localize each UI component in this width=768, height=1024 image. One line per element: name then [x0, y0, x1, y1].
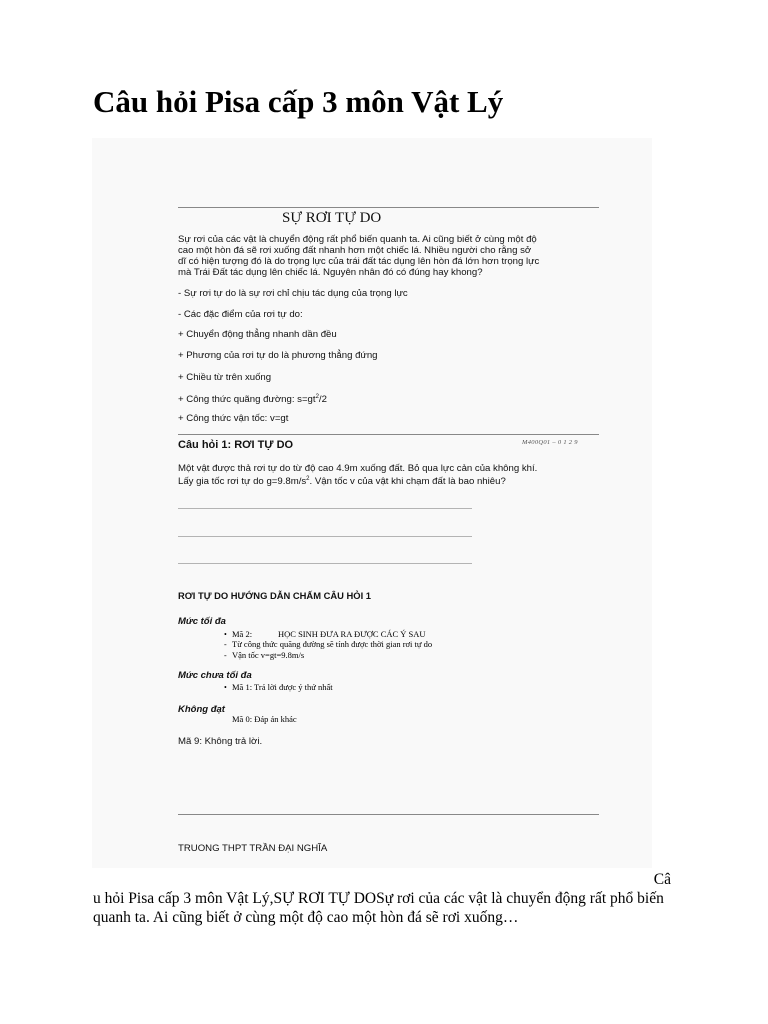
- fact-item: + Chuyển động thẳng nhanh dần đều: [178, 329, 337, 340]
- partial-score-item: [224, 682, 333, 692]
- fact-item: + Phương của rơi tự do là phương thẳng đứng: [178, 350, 378, 361]
- document-heading: SỰ RƠI TỰ DO: [282, 210, 382, 226]
- intro-line: mà Trái Đất tác dụng lên chiếc lá. Nguyên nhân đó có đúng hay khong?: [178, 267, 483, 278]
- formula-distance-text: + Công thức quãng đường: s=gt: [178, 394, 316, 406]
- question-code: M400Q01 – 0 1 2 9: [522, 439, 578, 446]
- top-divider: [178, 207, 599, 208]
- answer-line: ...................................................................................................................................................: [178, 530, 472, 539]
- max-sub-item: [224, 639, 432, 649]
- document-footer: TRUONG THPT TRẦN ĐẠI NGHĨA: [178, 843, 328, 854]
- formula-distance-suffix: /2: [318, 394, 327, 406]
- caption-rest: u hỏi Pisa cấp 3 môn Vật Lý,SỰ RƠI TỰ DOSự rơi của các vật là chuyển động rất phổ biến quanh ta. Ai cũng biết ở cùng một độ cao một hòn đá sẽ rơi xuống…: [93, 890, 664, 926]
- page-title: Câu hỏi Pisa cấp 3 môn Vật Lý: [93, 84, 504, 119]
- code9-item: Mã 9: Không trả lời.: [178, 736, 263, 747]
- question-title: Câu hỏi 1: RƠI TỰ DO: [178, 439, 294, 451]
- bullet-icon: •: [224, 630, 227, 639]
- fail-score-item: Mã 0: Đáp án khác: [232, 714, 297, 724]
- formula-distance-sup: 2: [315, 394, 319, 400]
- question-line2-suffix: . Vận tốc v của vật khi chạm đất là bao nhiêu?: [309, 476, 506, 488]
- fail-score-title: Không đạt: [178, 704, 225, 715]
- max-code-text: HỌC SINH ĐƯA RA ĐƯỢC CÁC Ý SAU: [278, 629, 426, 639]
- max-score-title: Mức tối đa: [178, 616, 226, 627]
- question-text: [178, 463, 601, 487]
- partial-score-title: Mức chưa tối đa: [178, 670, 252, 681]
- partial-item-text: Mã 1: Trả lời được ý thứ nhất: [232, 682, 333, 692]
- intro-line: cao một hòn đá sẽ rơi xuống đất nhanh hơn một chiếc lá. Nhiều người cho rằng sở: [178, 245, 532, 256]
- question-line2-sup: 2: [306, 476, 310, 482]
- bottom-divider: [178, 814, 599, 815]
- formula-velocity: + Công thức vận tốc: v=gt: [178, 413, 289, 424]
- bullet-icon: •: [224, 683, 227, 692]
- answer-line: ...................................................................................................................................................: [178, 502, 472, 511]
- question-line: Một vật được thả rơi tự do từ độ cao 4.9m xuống đất. Bỏ qua lực cản của không khí.: [178, 463, 538, 474]
- caption-first: Câ: [653, 871, 671, 888]
- guide-title: RƠI TỰ DO HƯỚNG DẪN CHẤM CÂU HỎI 1: [178, 590, 372, 601]
- max-sub1: Từ công thức quãng đường sẽ tính được thời gian rơi tự do: [232, 639, 433, 649]
- intro-paragraph: [178, 234, 601, 278]
- formula-distance: [178, 392, 601, 405]
- fact-item: - Các đặc điểm của rơi tự do:: [178, 309, 303, 320]
- answer-line: ...................................................................................................................................................: [178, 557, 472, 566]
- dash-icon: -: [224, 651, 227, 660]
- dash-icon: -: [224, 640, 227, 649]
- intro-line: Sự rơi của các vật là chuyển động rất phổ biến quanh ta. Ai cũng biết ở cùng một độ: [178, 234, 537, 245]
- question-line: [178, 474, 601, 487]
- question-divider: [178, 434, 599, 435]
- max-sub2: Vận tốc v=gt=9.8m/s: [232, 650, 305, 660]
- caption-text: [93, 870, 671, 927]
- intro-line: dĩ có hiện tượng đó là do trọng lực của trái đất tác dụng lên hòn đá lớn hơn trọng lực: [178, 256, 540, 267]
- max-sub-item: [224, 650, 304, 660]
- fact-item: + Chiều từ trên xuống: [178, 372, 272, 383]
- fact-item: - Sự rơi tự do là sự rơi chỉ chịu tác dụng của trọng lực: [178, 288, 408, 299]
- document-image: [92, 138, 652, 868]
- question-line2-text: Lấy gia tốc rơi tự do g=9.8m/s: [178, 476, 307, 488]
- max-code-label: Mã 2:: [232, 629, 253, 639]
- max-score-item: [224, 629, 426, 639]
